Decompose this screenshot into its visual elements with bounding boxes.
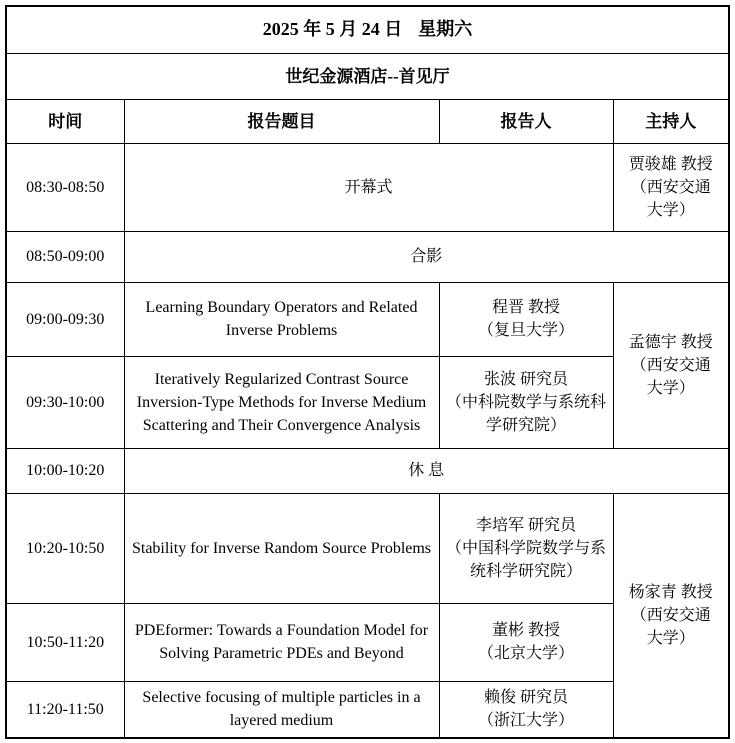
talk-title-cell: 休 息 bbox=[124, 448, 729, 493]
schedule-table bbox=[5, 5, 730, 739]
speaker-name: 张波 研究员 bbox=[483, 370, 568, 388]
venue-row bbox=[6, 53, 729, 99]
table-row bbox=[6, 282, 729, 356]
chair-cell bbox=[613, 143, 729, 231]
talk-title-cell: 开幕式 bbox=[124, 143, 613, 231]
chair-cell bbox=[613, 282, 729, 448]
speaker-name: 李培军 研究员 bbox=[475, 516, 576, 534]
chair-name: 贾骏雄 教授 bbox=[628, 155, 713, 173]
column-header-time: 时间 bbox=[6, 99, 124, 143]
speaker-name: 程晋 教授 bbox=[491, 299, 560, 316]
speaker-affiliation: （浙江大学） bbox=[477, 712, 574, 730]
talk-title-cell: Learning Boundary Operators and Related Inverse Problems bbox=[124, 282, 439, 356]
time-cell: 09:30-10:00 bbox=[6, 356, 124, 448]
time-cell: 08:30-08:50 bbox=[6, 143, 124, 231]
talk-title-cell: Stability for Inverse Random Source Problems bbox=[124, 493, 439, 603]
time-cell: 09:00-09:30 bbox=[6, 282, 124, 356]
speaker-cell bbox=[439, 356, 613, 448]
chair-name: 孟德宇 教授 bbox=[628, 333, 713, 351]
column-header-chair: 主持人 bbox=[613, 99, 729, 143]
table-row bbox=[6, 448, 729, 493]
column-header-title: 报告题目 bbox=[124, 99, 439, 143]
venue-header: 世纪金源酒店--首见厅 bbox=[6, 53, 729, 99]
speaker-affiliation: （北京大学） bbox=[477, 645, 574, 662]
chair-affiliation: （西安交通大学） bbox=[630, 606, 711, 647]
talk-title-cell: 合影 bbox=[124, 231, 729, 282]
table-row bbox=[6, 143, 729, 231]
talk-title-cell: PDEformer: Towards a Foundation Model for Solving Parametric PDEs and Beyond bbox=[124, 603, 439, 681]
time-cell: 10:20-10:50 bbox=[6, 493, 124, 603]
date-header bbox=[6, 6, 729, 53]
chair-affiliation: （西安交通大学） bbox=[630, 178, 711, 219]
column-header-row bbox=[6, 99, 729, 143]
speaker-cell bbox=[439, 282, 613, 356]
time-cell: 10:50-11:20 bbox=[6, 603, 124, 681]
date-row bbox=[6, 6, 729, 53]
time-cell: 10:00-10:20 bbox=[6, 448, 124, 493]
speaker-cell bbox=[439, 493, 613, 603]
time-cell: 11:20-11:50 bbox=[6, 681, 124, 738]
chair-affiliation: （西安交通大学） bbox=[630, 356, 711, 397]
table-row bbox=[6, 493, 729, 603]
speaker-affiliation: （复旦大学） bbox=[477, 322, 574, 339]
speaker-affiliation: （中科院数学与系统科学研究院） bbox=[445, 393, 606, 434]
chair-name: 杨家青 教授 bbox=[628, 583, 713, 601]
speaker-name: 董彬 教授 bbox=[491, 622, 560, 639]
chair-cell bbox=[613, 493, 729, 738]
date-text: 2025 年 5 月 24 日 bbox=[262, 19, 403, 40]
table-row bbox=[6, 231, 729, 282]
speaker-affiliation: （中国科学院数学与系统科学研究院） bbox=[445, 539, 606, 580]
column-header-speaker: 报告人 bbox=[439, 99, 613, 143]
speaker-name: 赖俊 研究员 bbox=[483, 689, 568, 707]
talk-title-cell: Iteratively Regularized Contrast Source Inversion-Type Methods for Inverse Medium Scattering and Their Convergence Analysis bbox=[124, 356, 439, 448]
speaker-cell bbox=[439, 681, 613, 738]
time-cell: 08:50-09:00 bbox=[6, 231, 124, 282]
talk-title-cell: Selective focusing of multiple particles in a layered medium bbox=[124, 681, 439, 738]
speaker-cell bbox=[439, 603, 613, 681]
weekday-text: 星期六 bbox=[418, 19, 473, 40]
